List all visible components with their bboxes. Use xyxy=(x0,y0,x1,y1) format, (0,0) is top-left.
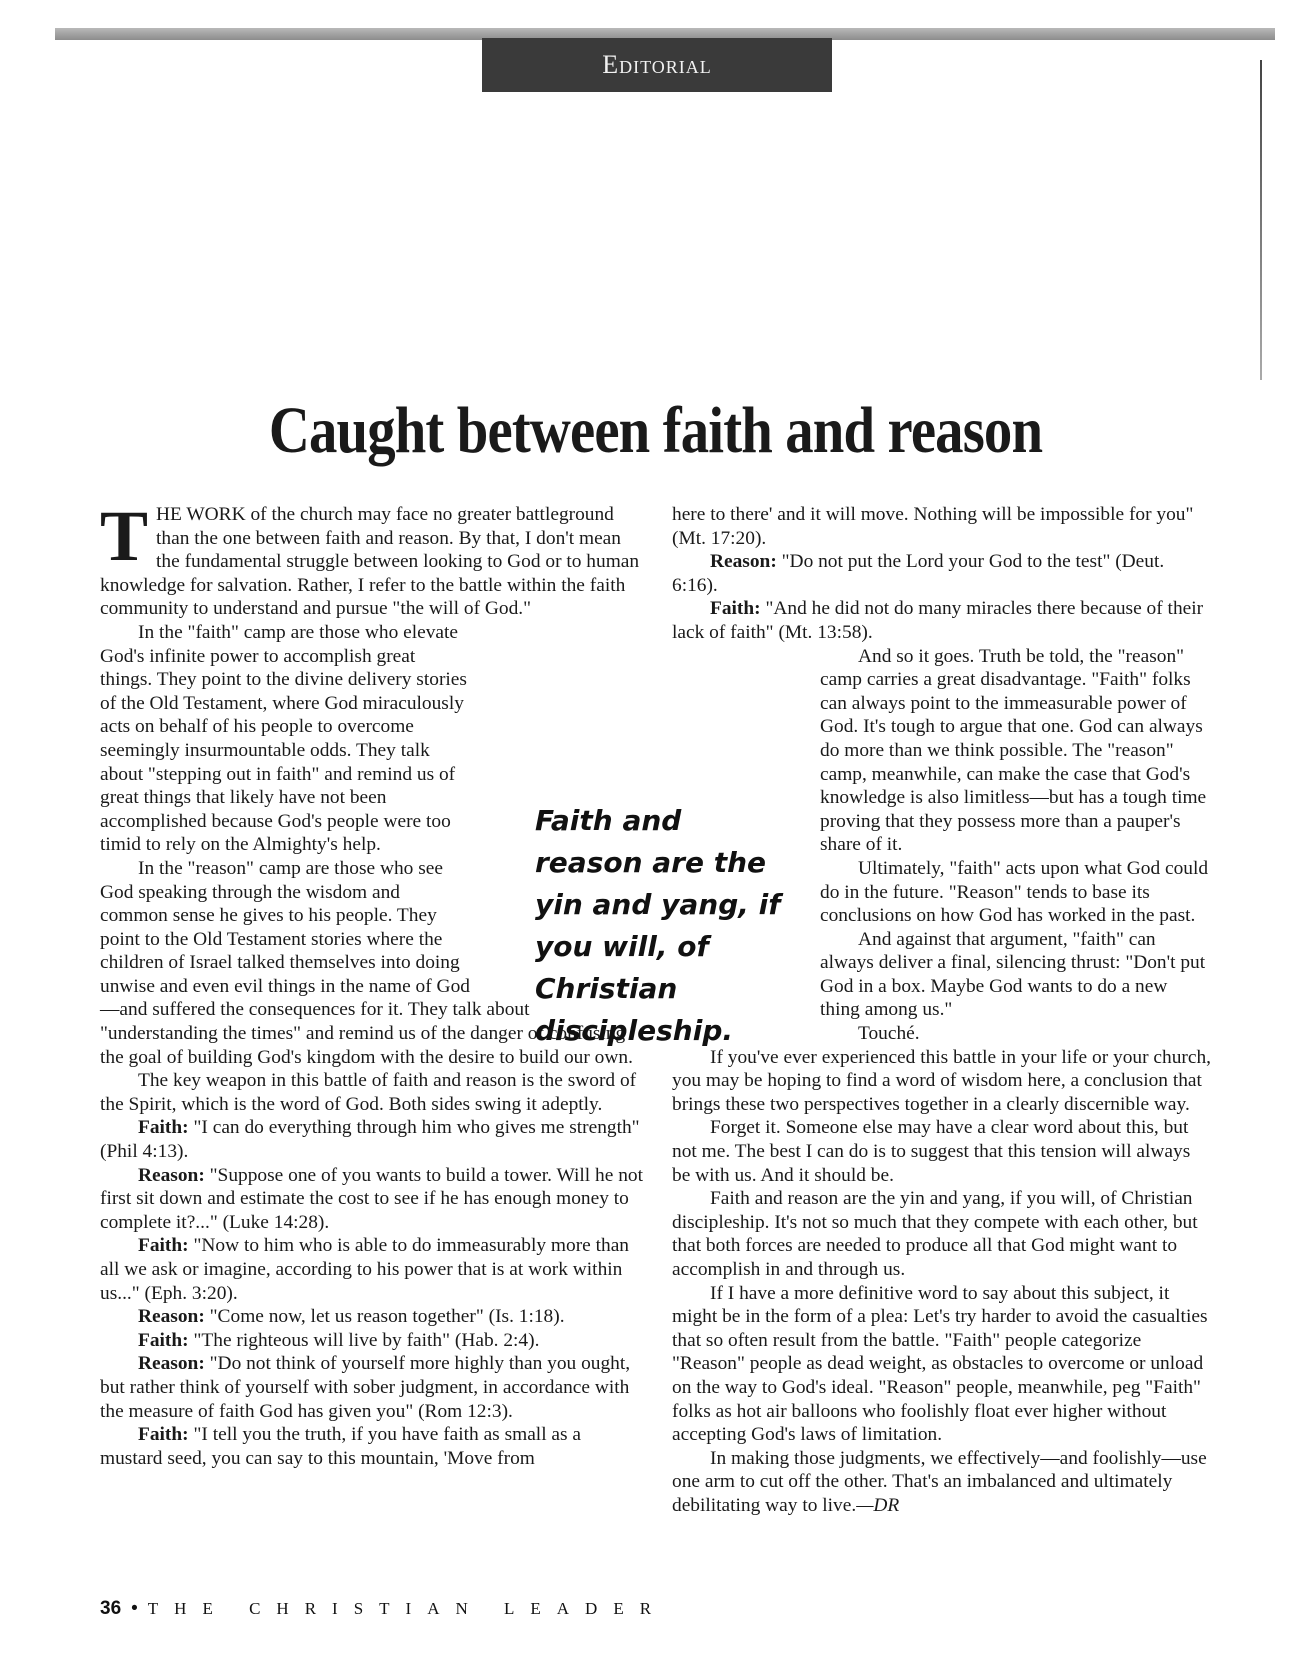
drop-cap: T xyxy=(100,496,149,576)
paragraph: And against that argument, "faith" can always deliver a final, silencing thrust: "Don't put God in a box. Maybe God wants to do a new thing among us." xyxy=(820,928,1206,1021)
paragraph: Ultimately, "faith" acts upon what God could do in the future. "Reason" tends to base its conclusions on how God has worked in the past. xyxy=(820,857,1209,927)
quote-text: "Come now, let us reason together" (Is. 1:18). xyxy=(204,1306,565,1328)
paragraph: If you've ever experienced this battle in your life or your church, you may be hoping to find a word of wisdom here, a conclusion that brings these two perspectives together in a clearly discernible way. xyxy=(672,1046,1211,1115)
paragraph: Forget it. Someone else may have a clear word about this, but not me. The best I can do is to suggest that this tension will always be with us. And it should be. xyxy=(672,1117,1191,1186)
page-number: 36 xyxy=(100,1598,122,1619)
speaker-label: Reason: xyxy=(138,1306,205,1328)
speaker-label: Reason: xyxy=(138,1164,205,1186)
quote-text: "I tell you the truth, if you have faith as small as a mustard seed, you can say to this mountain, 'Move from xyxy=(100,1424,582,1469)
paragraph-text: In making those judgments, we effectively—and foolishly—use one arm to cut off the other. That's an imbalanced and ultimately debilitating way to live. xyxy=(672,1447,1207,1516)
speaker-label: Reason: xyxy=(710,551,777,573)
paragraph: In the "reason" camp are those who see God speaking through the wisdom and common sense he gives to his people. They point to the Old Testament stories where the children of Israel talked themselves into doing unwise and even evil things in the name of God—and suffered the consequences for it. They talk about "understanding the times" and remind us of the danger of confusing the goal of building God's kingdom with the desire to build our own. xyxy=(100,857,633,1068)
quote-text: "Suppose one of you wants to build a tower. Will he not first sit down and estimate the cost to see if he has enough money to complete it?..." (Luke 14:28). xyxy=(100,1164,643,1233)
lead-in: HE WORK xyxy=(156,504,246,525)
quote-line xyxy=(100,1329,645,1353)
page-footer xyxy=(100,1598,667,1620)
paragraph xyxy=(672,1447,1212,1518)
speaker-label: Faith: xyxy=(138,1329,189,1351)
speaker-label: Faith: xyxy=(138,1424,189,1446)
footer-bullet: • xyxy=(131,1598,138,1619)
paragraph: Touché. xyxy=(858,1023,920,1045)
paragraph-text: of the church may face no greater battleground than the one between faith and reason. By that, I don't mean the fundamental struggle between looking to God or to human knowledge for salvation. Rather, I refer to the battle within the faith community to understand and pursue "the will of God." xyxy=(100,504,640,620)
quote-line xyxy=(672,597,1212,644)
magazine-name: THE CHRISTIAN LEADER xyxy=(147,1599,668,1618)
paragraph-text: And so it goes. Truth be told, the "reason" camp carries a great disadvantage. "Faith" folks can always point to the immeasurable power of God. It's tough to argue that one. God can always do more than we think possible. The "reason" camp, meanwhile, can make the case that God's knowledge is also limitless—but has a tough time proving that they possess more than a pauper's share of it. xyxy=(820,645,1207,856)
page-edge-line xyxy=(1260,60,1262,380)
speaker-label: Faith: xyxy=(138,1117,189,1139)
quote-text: "I can do everything through him who gives me strength" (Phil 4:13). xyxy=(100,1117,640,1163)
quote-line xyxy=(100,1423,645,1470)
speaker-label: Faith: xyxy=(710,598,761,620)
speaker-label: Reason: xyxy=(138,1353,205,1375)
quote-text: "The righteous will live by faith" (Hab. 2:4). xyxy=(188,1329,540,1351)
quote-text: "Do not put the Lord your God to the test" (Deut. 6:16). xyxy=(672,551,1165,596)
paragraph: here to there' and it will move. Nothing will be impossible for you" (Mt. 17:20). xyxy=(672,504,1194,549)
section-banner: Editorial xyxy=(482,38,832,92)
quote-text: "Do not think of yourself more highly than you ought, but rather think of yourself with sober judgment, in accordance with the measure of faith God has given you" (Rom 12:3). xyxy=(100,1353,631,1422)
author-signature: —DR xyxy=(856,1494,900,1516)
quote-line xyxy=(100,1116,645,1163)
paragraph-text: In the "faith" camp are those who elevate God's infinite power to accomplish great things. They point to the divine delivery stories of the Old Testament, where God miraculously acts on behalf of his people to overcome seemingly insurmountable odds. They talk about "stepping out in faith" and remind us of great things that likely have not been accomplished because God's people were too timid to rely on the Almighty's help. xyxy=(100,621,467,856)
headline: Caught between faith and reason xyxy=(268,394,1043,467)
paragraph: If I have a more definitive word to say about this subject, it might be in the form of a plea: Let's try harder to avoid the casualties that so often result from the battle. "Faith" people categorize "Reason" people as dead weight, as obstacles to overcome or unload on the way to God's ideal. "Reason" people, meanwhile, peg "Faith" folks as hot air balloons who foolishly float ever higher without accepting God's laws of limitation. xyxy=(672,1282,1208,1446)
quote-line xyxy=(672,550,1212,597)
quote-line xyxy=(100,1164,645,1235)
quote-text: "Now to him who is able to do immeasurably more than all we ask or imagine, according to his power that is at work within us..." (Eph. 3:20). xyxy=(100,1235,630,1304)
quote-line xyxy=(100,1352,645,1423)
paragraph: The key weapon in this battle of faith and reason is the sword of the Spirit, which is the word of God. Both sides swing it adeptly. xyxy=(100,1070,637,1115)
pull-quote: Faith and reason are the yin and yang, if you will, of Christian discipleship. xyxy=(535,804,781,1047)
quote-line xyxy=(100,1305,645,1329)
speaker-label: Faith: xyxy=(138,1235,189,1257)
quote-text: "And he did not do many miracles there because of their lack of faith" (Mt. 13:58). xyxy=(672,598,1204,643)
quote-line xyxy=(100,1234,645,1305)
paragraph: Faith and reason are the yin and yang, if you will, of Christian discipleship. It's not so much that they compete with each other, but that both forces are needed to produce all that God might want to accomplish in and through us. xyxy=(672,1188,1198,1280)
paragraph xyxy=(100,496,645,621)
